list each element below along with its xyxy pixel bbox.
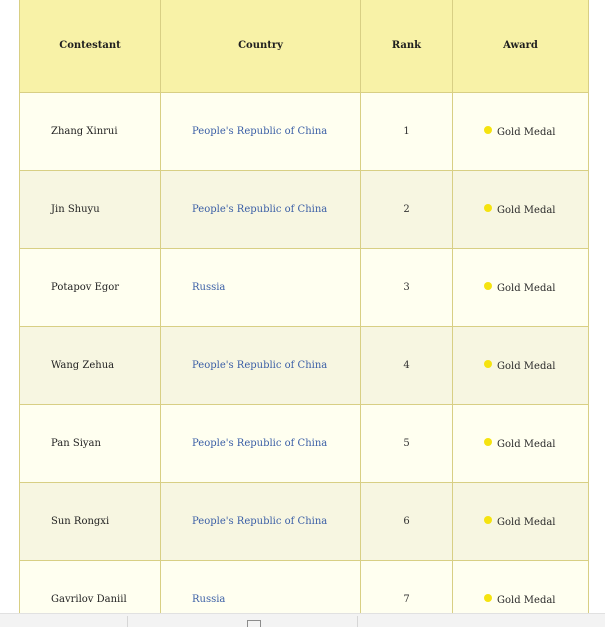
contestant-name: Sun Rongxi bbox=[20, 483, 161, 561]
table-row bbox=[20, 171, 589, 249]
award-label: Gold Medal bbox=[497, 282, 556, 294]
gold-medal-dot-icon bbox=[484, 204, 492, 212]
gold-medal-dot-icon bbox=[484, 438, 492, 446]
rank-value: 6 bbox=[361, 483, 453, 561]
country-link[interactable]: People's Republic of China bbox=[161, 405, 361, 483]
rank-value: 3 bbox=[361, 249, 453, 327]
contestant-name: Pan Siyan bbox=[20, 405, 161, 483]
table-body bbox=[20, 93, 589, 627]
award-label: Gold Medal bbox=[497, 516, 556, 528]
award-cell bbox=[453, 327, 589, 405]
rank-value: 4 bbox=[361, 327, 453, 405]
award-cell bbox=[453, 93, 589, 171]
gold-medal-dot-icon bbox=[484, 282, 492, 290]
award-cell bbox=[453, 483, 589, 561]
column-header-rank[interactable]: Rank bbox=[361, 0, 453, 93]
award-cell bbox=[453, 171, 589, 249]
award-cell bbox=[453, 249, 589, 327]
award-label: Gold Medal bbox=[497, 126, 556, 138]
table-row bbox=[20, 483, 589, 561]
contestant-name: Zhang Xinrui bbox=[20, 93, 161, 171]
gold-medal-dot-icon bbox=[484, 594, 492, 602]
gold-medal-dot-icon bbox=[484, 360, 492, 368]
table-header bbox=[20, 0, 589, 93]
contestant-name: Jin Shuyu bbox=[20, 171, 161, 249]
table-row bbox=[20, 405, 589, 483]
award-cell bbox=[453, 405, 589, 483]
column-header-contestant[interactable]: Contestant bbox=[20, 0, 161, 93]
table-row bbox=[20, 327, 589, 405]
rank-value: 5 bbox=[361, 405, 453, 483]
contestant-name: Gavrilov Daniil bbox=[20, 561, 161, 627]
column-header-award[interactable]: Award bbox=[453, 0, 589, 93]
contestant-name: Potapov Egor bbox=[20, 249, 161, 327]
gold-medal-dot-icon bbox=[484, 126, 492, 134]
rank-value: 2 bbox=[361, 171, 453, 249]
rank-value: 1 bbox=[361, 93, 453, 171]
country-link[interactable]: Russia bbox=[161, 561, 361, 627]
country-link[interactable]: People's Republic of China bbox=[161, 327, 361, 405]
country-link[interactable]: People's Republic of China bbox=[161, 93, 361, 171]
toolbar-divider bbox=[357, 616, 358, 627]
table-row bbox=[20, 93, 589, 171]
award-label: Gold Medal bbox=[497, 360, 556, 372]
award-label: Gold Medal bbox=[497, 204, 556, 216]
award-label: Gold Medal bbox=[497, 594, 556, 606]
rank-value: 7 bbox=[361, 561, 453, 627]
column-header-country[interactable]: Country bbox=[161, 0, 361, 93]
country-link[interactable]: People's Republic of China bbox=[161, 171, 361, 249]
country-link[interactable]: Russia bbox=[161, 249, 361, 327]
country-link[interactable]: People's Republic of China bbox=[161, 483, 361, 561]
bottom-toolbar bbox=[0, 613, 605, 627]
toolbar-divider bbox=[127, 616, 128, 627]
table-grid-icon[interactable] bbox=[247, 620, 261, 627]
header-row bbox=[20, 0, 589, 93]
table-row bbox=[20, 249, 589, 327]
award-label: Gold Medal bbox=[497, 438, 556, 450]
results-table bbox=[19, 0, 589, 627]
contestant-name: Wang Zehua bbox=[20, 327, 161, 405]
gold-medal-dot-icon bbox=[484, 516, 492, 524]
